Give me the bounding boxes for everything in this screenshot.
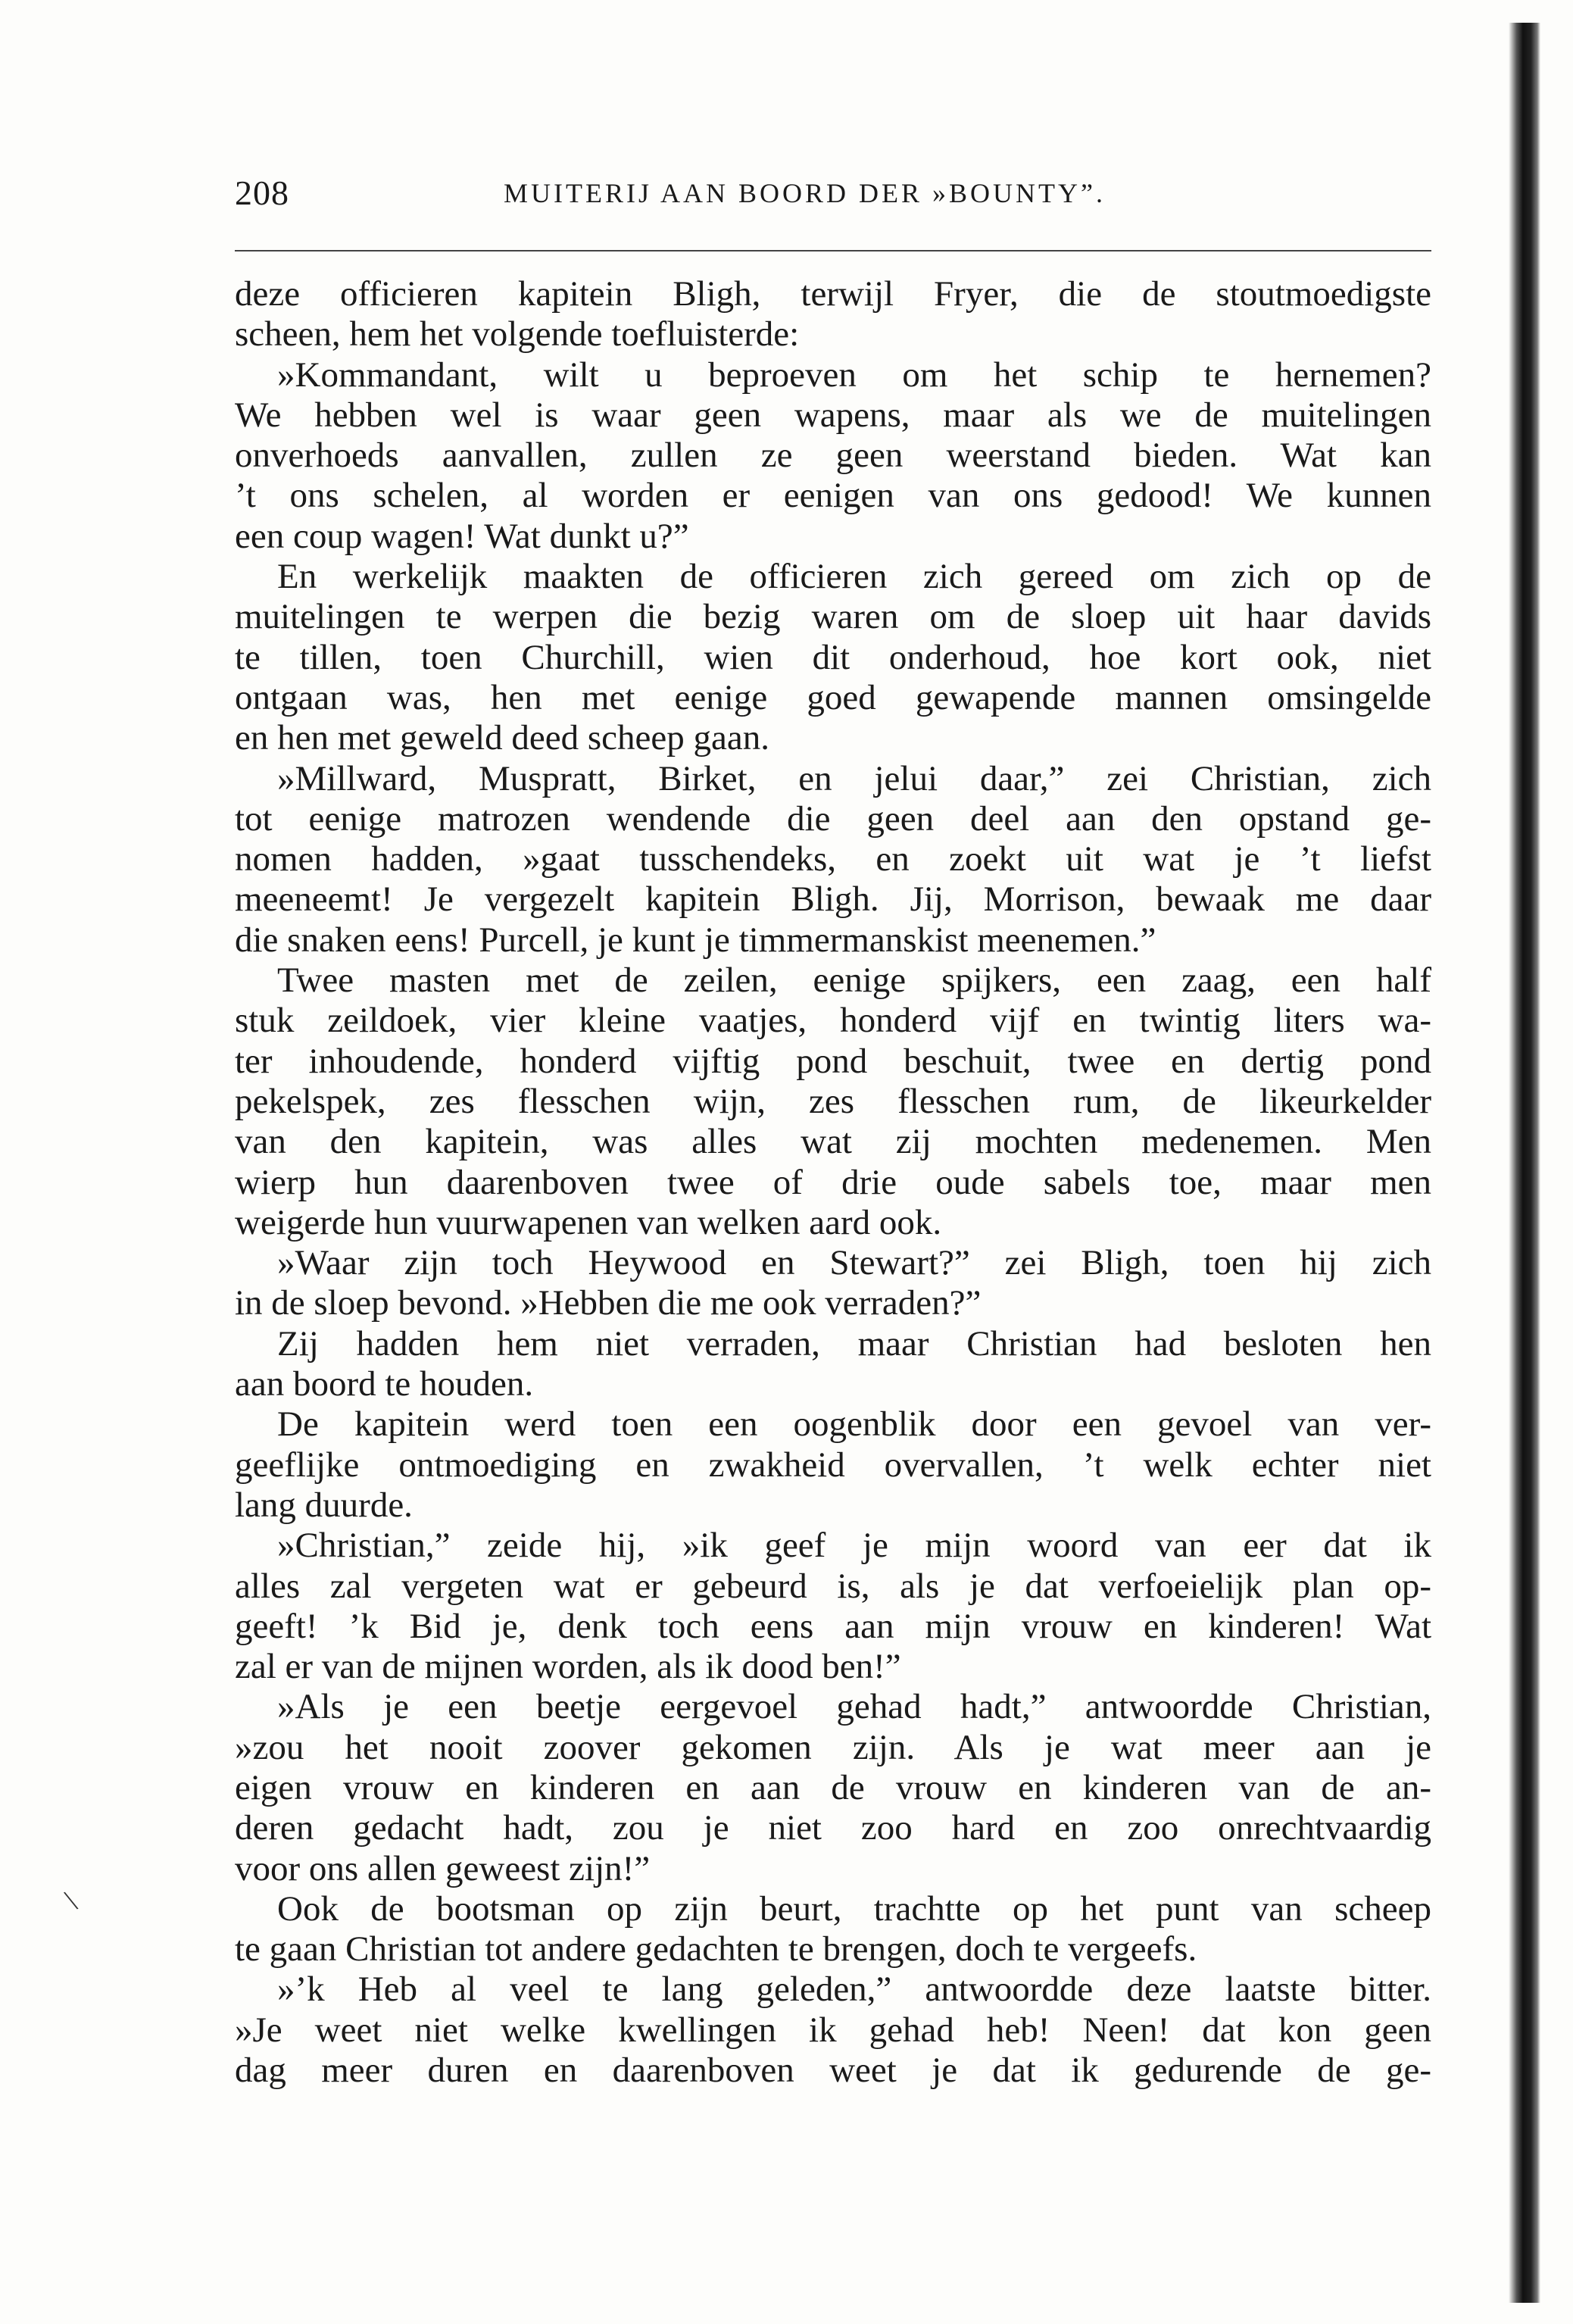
text-line: van den kapitein, was alles wat zij mochten medenemen. Men — [235, 1122, 1431, 1162]
page-spine-shadow — [1509, 23, 1540, 2303]
header-rule — [235, 250, 1431, 251]
text-line: »zou het nooit zoover gekomen zijn. Als je wat meer aan je — [235, 1727, 1431, 1767]
text-line: nomen hadden, »gaat tusschendeks, en zoekt uit wat je ’t liefst — [235, 839, 1431, 879]
text-line: »Je weet niet welke kwellingen ik gehad heb! Neen! dat kon geen — [235, 2010, 1431, 2050]
text-line: aan boord te houden. — [235, 1364, 534, 1404]
text-line: alles zal vergeten wat er gebeurd is, als je dat verfoeielijk plan op- — [235, 1566, 1431, 1606]
text-line: ontgaan was, hen met eenige goed gewapende mannen omsingelde — [235, 677, 1431, 717]
text-line: zal er van de mijnen worden, als ik dood ben!” — [235, 1647, 901, 1687]
text-line: ’t ons schelen, al worden er eenigen van ons gedood! We kunnen — [235, 476, 1431, 516]
text-line: ter inhoudende, honderd vijftig pond beschuit, twee en dertig pond — [235, 1041, 1431, 1081]
text-line: Ook de bootsman op zijn beurt, trachtte op het punt van scheep — [277, 1888, 1431, 1929]
text-line: pekelspek, zes flesschen wijn, zes flesschen rum, de likeurkelder — [235, 1081, 1431, 1121]
margin-mark: \ — [61, 1882, 81, 1918]
text-line: weigerde hun vuurwapenen van welken aard ook. — [235, 1202, 942, 1242]
text-line: een coup wagen! Wat dunkt u?” — [235, 516, 689, 556]
text-line: De kapitein werd toen een oogenblik door een gevoel van ver- — [277, 1404, 1431, 1445]
text-line: »Christian,” zeide hij, »ik geef je mijn woord van eer dat ik — [277, 1526, 1431, 1566]
text-line: geeflijke ontmoediging en zwakheid overvallen, ’t welk echter niet — [235, 1445, 1431, 1485]
text-line: scheen, hem het volgende toefluisterde: — [235, 314, 800, 355]
text-line: »’k Heb al veel te lang geleden,” antwoordde deze laatste bitter. — [277, 1969, 1431, 2010]
text-line: voor ons allen geweest zijn!” — [235, 1848, 651, 1888]
page-header — [235, 173, 1431, 218]
text-line: »Kommandant, wilt u beproeven om het schip te hernemen? — [277, 355, 1431, 395]
text-line: »Als je een beetje eergevoel gehad hadt,” antwoordde Christian, — [277, 1687, 1431, 1727]
text-line: geeft! ’k Bid je, denk toch eens aan mijn vrouw en kinderen! Wat — [235, 1606, 1431, 1646]
text-line: deren gedacht hadt, zou je niet zoo hard en zoo onrechtvaardig — [235, 1808, 1431, 1848]
text-line: in de sloep bevond. »Hebben die me ook verraden?” — [235, 1283, 982, 1323]
text-line: »Waar zijn toch Heywood en Stewart?” zei Bligh, toen hij zich — [277, 1243, 1431, 1283]
text-line: tot eenige matrozen wendende die geen deel aan den opstand ge- — [235, 798, 1431, 839]
text-line: onverhoeds aanvallen, zullen ze geen weerstand bieden. Wat kan — [235, 436, 1431, 476]
text-line: muitelingen te werpen die bezig waren om de sloep uit haar davids — [235, 597, 1431, 637]
text-line: Zij hadden hem niet verraden, maar Christian had besloten hen — [277, 1323, 1431, 1363]
text-line: die snaken eens! Purcell, je kunt je timmermanskist meenemen.” — [235, 920, 1156, 960]
page-number: 208 — [235, 173, 289, 212]
text-line: stuk zeildoek, vier kleine vaatjes, honderd vijf en twintig liters wa- — [235, 1001, 1431, 1041]
text-line: eigen vrouw en kinderen en aan de vrouw en kinderen van de an- — [235, 1767, 1431, 1807]
body-text — [235, 274, 1431, 2091]
text-line: We hebben wel is waar geen wapens, maar als we de muitelingen — [235, 395, 1431, 435]
text-line: te gaan Christian tot andere gedachten te brengen, doch te vergeefs. — [235, 1929, 1197, 1969]
text-line: meeneemt! Je vergezelt kapitein Bligh. Jij, Morrison, bewaak me daar — [235, 879, 1431, 920]
text-line: En werkelijk maakten de officieren zich gereed om zich op de — [277, 557, 1431, 597]
text-line: »Millward, Muspratt, Birket, en jelui daar,” zei Christian, zich — [277, 758, 1431, 798]
text-line: Twee masten met de zeilen, eenige spijkers, een zaag, een half — [277, 961, 1431, 1001]
text-line: wierp hun daarenboven twee of drie oude sabels toe, maar men — [235, 1162, 1431, 1202]
text-line: lang duurde. — [235, 1485, 413, 1525]
text-line: en hen met geweld deed scheep gaan. — [235, 718, 769, 758]
text-line: te tillen, toen Churchill, wien dit onderhoud, hoe kort ook, niet — [235, 637, 1431, 677]
running-head: MUITERIJ AAN BOORD DER »BOUNTY”. — [504, 178, 1106, 208]
text-line: dag meer duren en daarenboven weet je dat ik gedurende de ge- — [235, 2051, 1431, 2091]
text-line: deze officieren kapitein Bligh, terwijl Fryer, die de stoutmoedigste — [235, 274, 1431, 314]
